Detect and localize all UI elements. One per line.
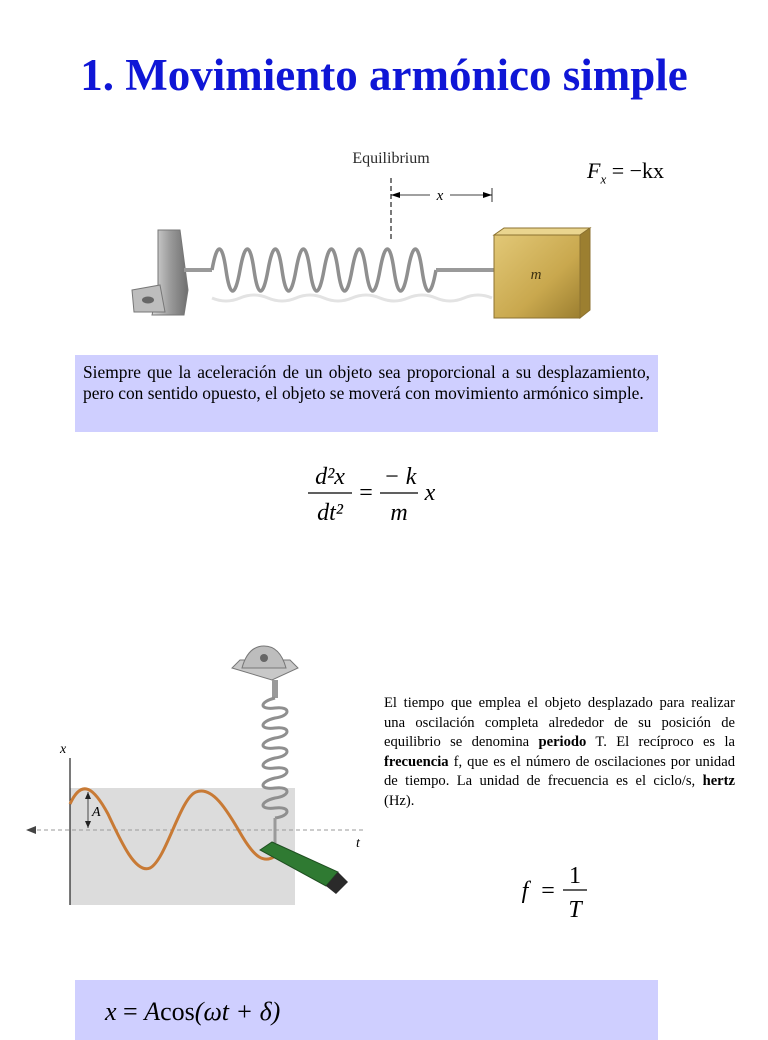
displacement-label: x bbox=[436, 188, 444, 204]
position-equation-box bbox=[75, 980, 658, 1040]
spring-mass-illustration bbox=[120, 140, 600, 325]
displacement-arrow bbox=[391, 187, 492, 204]
svg-text:1: 1 bbox=[569, 863, 581, 889]
equilibrium-label: Equilibrium bbox=[352, 150, 430, 167]
term-hertz: hertz bbox=[702, 773, 735, 789]
term-frecuencia: frecuencia bbox=[384, 753, 449, 770]
wall-bracket bbox=[132, 230, 188, 315]
mass-label: m bbox=[530, 267, 542, 283]
svg-text:dt²: dt² bbox=[317, 500, 343, 526]
definition-box bbox=[75, 355, 658, 432]
svg-text:f: f bbox=[521, 878, 529, 904]
t-axis-label: t bbox=[356, 836, 360, 851]
spring-coil bbox=[184, 249, 498, 301]
period-frequency-text: El tiempo que emplea el objeto desplazado para realizar una oscilación completa alrededor de su posición de equilibrio se denomina periodo T. El recíproco es la frecuencia f, que es el número de oscilaciones por unidad de tiempo. La unidad de frecuencia es el ciclo/s, hertz (Hz). bbox=[384, 695, 735, 809]
position-equation: x = Acos(ωt + δ) bbox=[105, 997, 281, 1026]
svg-text:m: m bbox=[390, 500, 408, 526]
differential-equation bbox=[300, 458, 500, 528]
svg-text:d²x: d²x bbox=[315, 464, 345, 490]
oscillation-illustration bbox=[20, 638, 370, 908]
definition-text: Siempre que la aceleración de un objeto sea proporcional a su desplazamiento, pero con sentido opuesto, el objeto se moverá con movimiento armónico simple. bbox=[83, 362, 650, 403]
svg-text:=: = bbox=[359, 480, 373, 506]
term-periodo: periodo bbox=[538, 734, 587, 750]
page-title: 1. Movimiento armónico simple bbox=[80, 50, 688, 100]
svg-text:A: A bbox=[92, 805, 101, 820]
mass-cube bbox=[494, 228, 590, 318]
svg-text:x: x bbox=[424, 480, 436, 506]
svg-text:=: = bbox=[541, 878, 555, 904]
svg-text:T: T bbox=[568, 897, 582, 923]
frequency-equation bbox=[515, 858, 615, 924]
ceiling-bracket bbox=[232, 646, 298, 698]
force-equation: $F_x = -kx$ bbox=[587, 158, 665, 187]
svg-text:− k: − k bbox=[383, 464, 417, 490]
x-axis-label: x bbox=[60, 742, 67, 757]
